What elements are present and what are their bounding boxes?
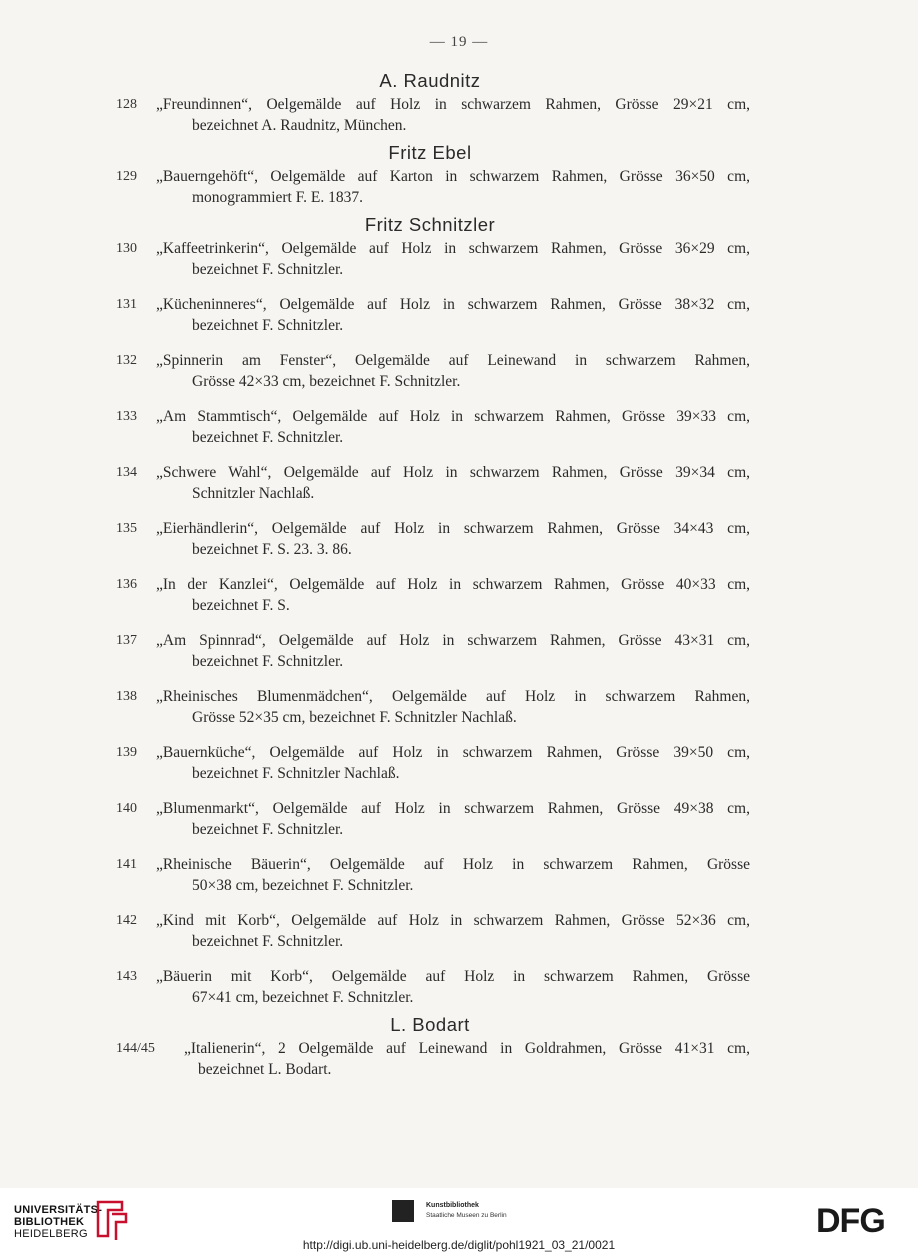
catalog-entry — [110, 518, 750, 560]
entry-line-2: bezeichnet F. Schnitzler. — [192, 429, 344, 446]
catalog-entry — [110, 630, 750, 672]
entry-number: 139 — [116, 745, 137, 760]
catalog-entry — [110, 686, 750, 728]
artist-heading: A. Raudnitz — [379, 70, 481, 91]
entry-line-1: „Eierhändlerin“, Oelgemälde auf Holz in schwarzem Rahmen, Grösse 34×43 cm, — [156, 520, 750, 537]
entry-number: 143 — [116, 969, 137, 984]
footer-bar — [0, 1188, 918, 1254]
permalink-url[interactable]: http://digi.ub.uni-heidelberg.de/diglit/pohl1921_03_21/0021 — [302, 1238, 616, 1252]
catalog-entry — [110, 238, 750, 280]
catalog-entry — [110, 742, 750, 784]
kunstbibliothek-mark-icon — [392, 1200, 414, 1222]
catalog-entry — [110, 798, 750, 840]
entry-line-1: „Am Stammtisch“, Oelgemälde auf Holz in schwarzem Rahmen, Grösse 39×33 cm, — [156, 408, 750, 425]
entry-line-1: „Am Spinnrad“, Oelgemälde auf Holz in schwarzem Rahmen, Grösse 43×31 cm, — [156, 632, 750, 649]
catalog-entry — [110, 1038, 750, 1080]
catalog-entry — [110, 574, 750, 616]
catalog-entry — [110, 350, 750, 392]
catalog-entry — [110, 854, 750, 896]
entry-line-2: Grösse 52×35 cm, bezeichnet F. Schnitzler Nachlaß. — [192, 709, 517, 726]
entry-number: 141 — [116, 857, 137, 872]
entry-line-2: bezeichnet F. Schnitzler. — [192, 261, 344, 278]
catalog-entry — [110, 462, 750, 504]
entry-line-2: bezeichnet F. Schnitzler. — [192, 933, 344, 950]
entry-line-2: bezeichnet A. Raudnitz, München. — [192, 117, 407, 134]
entry-line-2: bezeichnet L. Bodart. — [198, 1061, 332, 1078]
dfg-logo[interactable]: DFG — [816, 1202, 885, 1240]
entry-number: 134 — [116, 465, 137, 480]
entry-line-1: „Rheinische Bäuerin“, Oelgemälde auf Holz in schwarzem Rahmen, Grösse — [156, 856, 750, 873]
ub-logo-line-2: BIBLIOTHEK — [14, 1216, 85, 1228]
entry-number: 133 — [116, 409, 137, 424]
entry-line-1: „In der Kanzlei“, Oelgemälde auf Holz in schwarzem Rahmen, Grösse 40×33 cm, — [156, 576, 750, 593]
entry-line-1: „Spinnerin am Fenster“, Oelgemälde auf Leinewand in schwarzem Rahmen, — [156, 352, 750, 369]
catalog-entry — [110, 294, 750, 336]
entry-number: 130 — [116, 241, 137, 256]
entry-line-2: bezeichnet F. S. — [192, 597, 290, 614]
entry-number: 128 — [116, 97, 137, 112]
entry-number: 132 — [116, 353, 137, 368]
catalog-content — [110, 68, 750, 1080]
entry-line-1: „Schwere Wahl“, Oelgemälde auf Holz in schwarzem Rahmen, Grösse 39×34 cm, — [156, 464, 750, 481]
entry-line-1: „Bauerngehöft“, Oelgemälde auf Karton in schwarzem Rahmen, Grösse 36×50 cm, — [156, 168, 750, 185]
entry-line-2: Grösse 42×33 cm, bezeichnet F. Schnitzler. — [192, 373, 461, 390]
catalog-entry — [110, 910, 750, 952]
ub-logo-line-1: UNIVERSITÄTS- — [14, 1204, 103, 1216]
entry-line-2: Schnitzler Nachlaß. — [192, 485, 315, 502]
page-number: — 19 — — [429, 34, 489, 50]
entry-line-1: „Freundinnen“, Oelgemälde auf Holz in schwarzem Rahmen, Grösse 29×21 cm, — [156, 96, 750, 113]
entry-number: 131 — [116, 297, 137, 312]
entry-line-1: „Blumenmarkt“, Oelgemälde auf Holz in schwarzem Rahmen, Grösse 49×38 cm, — [156, 800, 750, 817]
entry-line-1: „Bäuerin mit Korb“, Oelgemälde auf Holz in schwarzem Rahmen, Grösse — [156, 968, 750, 985]
entry-line-2: 50×38 cm, bezeichnet F. Schnitzler. — [192, 877, 414, 894]
entry-line-2: bezeichnet F. S. 23. 3. 86. — [192, 541, 352, 558]
entry-line-1: „Rheinisches Blumenmädchen“, Oelgemälde auf Holz in schwarzem Rahmen, — [156, 688, 750, 705]
ub-heidelberg-logo[interactable] — [14, 1204, 102, 1240]
ub-logo-mark-icon — [92, 1196, 130, 1242]
entry-number: 138 — [116, 689, 137, 704]
entry-line-2: 67×41 cm, bezeichnet F. Schnitzler. — [192, 989, 414, 1006]
entry-number: 140 — [116, 801, 137, 816]
kb-line-2: Staatliche Museen zu Berlin — [426, 1212, 507, 1219]
entry-line-1: „Kücheninneres“, Oelgemälde auf Holz in schwarzem Rahmen, Grösse 38×32 cm, — [156, 296, 750, 313]
entry-number: 135 — [116, 521, 137, 536]
entry-number: 136 — [116, 577, 137, 592]
artist-heading: Fritz Ebel — [388, 142, 472, 163]
catalog-entry — [110, 166, 750, 208]
catalog-entry — [110, 94, 750, 136]
entry-line-1: „Italienerin“, 2 Oelgemälde auf Leinewand in Goldrahmen, Grösse 41×31 cm, — [184, 1040, 750, 1057]
entry-line-1: „Bauernküche“, Oelgemälde auf Holz in schwarzem Rahmen, Grösse 39×50 cm, — [156, 744, 750, 761]
entry-line-2: monogrammiert F. E. 1837. — [192, 189, 363, 206]
catalog-entry — [110, 966, 750, 1008]
entry-number: 137 — [116, 633, 137, 648]
entry-line-1: „Kind mit Korb“, Oelgemälde auf Holz in schwarzem Rahmen, Grösse 52×36 cm, — [156, 912, 750, 929]
entry-line-2: bezeichnet F. Schnitzler. — [192, 821, 344, 838]
entry-line-2: bezeichnet F. Schnitzler. — [192, 653, 344, 670]
kb-line-1: Kunstbibliothek — [426, 1202, 479, 1209]
entry-number: 142 — [116, 913, 137, 928]
catalog-entry — [110, 406, 750, 448]
entry-number: 144/45 — [116, 1041, 155, 1056]
entry-line-2: bezeichnet F. Schnitzler Nachlaß. — [192, 765, 400, 782]
entry-line-2: bezeichnet F. Schnitzler. — [192, 317, 344, 334]
entry-number: 129 — [116, 169, 137, 184]
artist-heading: L. Bodart — [390, 1014, 470, 1035]
artist-heading: Fritz Schnitzler — [364, 214, 496, 235]
ub-logo-line-3: HEIDELBERG — [14, 1228, 88, 1240]
entry-line-1: „Kaffeetrinkerin“, Oelgemälde auf Holz in schwarzem Rahmen, Grösse 36×29 cm, — [156, 240, 750, 257]
